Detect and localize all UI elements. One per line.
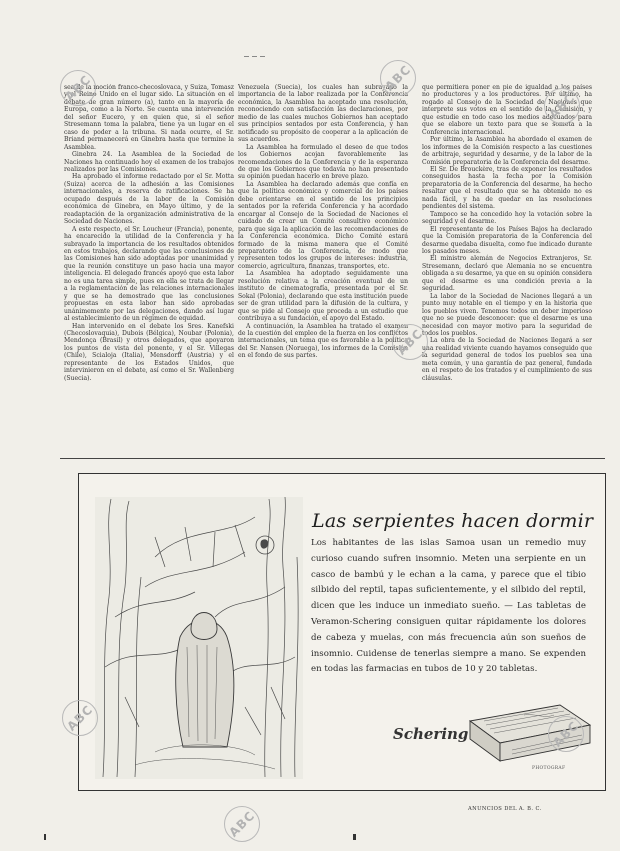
article-column-2 bbox=[238, 84, 408, 446]
article-column-1 bbox=[64, 84, 234, 456]
abc-watermark: ABC bbox=[55, 693, 106, 744]
abc-watermark: ABC bbox=[217, 799, 268, 850]
paragraph: Ginebra 24. La Asamblea de la Sociedad de Naciones ha continuado hoy el examen de los trabajos realizados por las Comisiones. bbox=[64, 151, 234, 173]
abc-watermark: ABC bbox=[385, 317, 436, 368]
abc-watermark: ABC bbox=[373, 53, 424, 104]
forest-serpent-illustration bbox=[95, 497, 303, 779]
paragraph: El ministro alemán de Negocios Extranjeros, Sr. Stresemann, declaró que Alemania no se encuentra obligada a su desarme, ya que en su opinión considera que el desarme es una condición previa a la seguridad. bbox=[422, 255, 592, 293]
section-divider bbox=[60, 458, 605, 459]
paragraph: A continuación, la Asamblea ha tratado el examen de la cuestión del empleo de la fuerza en los conflictos internacionales, un tema que es favorable a la política del Sr. Nansen (Noruega), los informes de la Comisión en el fondo de sus partes. bbox=[238, 322, 408, 360]
paragraph: Tampoco se ha concedido hoy la votación sobre la seguridad y el desarme. bbox=[422, 210, 592, 226]
article-column-3 bbox=[422, 84, 592, 456]
paragraph: La Asamblea ha formulado el deseo de que todos los Gobiernos acojan favorablemente las recomendaciones de la Conferencia y de la esperanza de que los Gobiernos que todavía no han presentado su opinión puedan hacerlo en breve plazo. bbox=[238, 143, 408, 181]
paragraph: El representante de los Países Bajos ha declarado que la Comisión preparatoria de la Conferencia del desarme quedaba disuelta, como fue indicado durante los pasados meses. bbox=[422, 225, 592, 255]
paragraph: sea de la moción franco-checoslovaca, y Suiza, Tomasz y el Reino Unido en el lugar sido. La situación en el debate de gran número (a), tanto en la mayoría de Europa, como a la Norte. Se cuenta una intervención del señor Eucero, y en quien que, si el señor Stresemann toma la palabra, tiene ya un lugar en el caso de poder a la tribuna. Si nada ocurre, el Sr. Briand permanecerá en Ginebra hasta que termine la Asamblea. bbox=[64, 84, 234, 151]
paragraph: La Asamblea ha adoptado seguidamente una resolución relativa a la creación eventual de un instituto de cinematografía, presentada por el Sr. Sokal (Polonia), declarando que esta institución puede ser de gran utilidad para la difusión de la cultura, y que se pide al Consejo que proceda a un estudio que contribuya a su fundación, el apoyo del Estado. bbox=[238, 270, 408, 323]
scan-mark bbox=[353, 834, 356, 840]
scan-mark bbox=[44, 834, 46, 840]
paragraph: Han intervenido en el debate los Sres. Kanefski (Checoslovaquia), Dubois (Bélgica), Noubar (Polonia), Mendonça (Brasil) y otros delegados, que apoyaron los puntos de vista del ponente, y el Sr. Villegas (Chile), Scialoja (Italia), Mensdorff (Austria) y el representante de los Estados Unidos, que intervinieron en el debate, así como el Sr. Wallenberg (Suecia). bbox=[64, 322, 234, 382]
paragraph: El Sr. De Brouckère, tras de exponer los resultados conseguidos hasta la fecha por la Comisión preparatoria de la Conferencia del desarme, ha hecho resaltar que el resultado que se ha obtenido no es nada fácil, y ha de quedar en las resoluciones pendientes del sistema. bbox=[422, 165, 592, 211]
paragraph: Por último, la Asamblea ha abordado el examen de los informes de la Comisión respecto a las cuestiones de arbitraje, seguridad y desarme, y de la labor de la Comisión preparatoria de la Conferencia del desarme. bbox=[422, 136, 592, 166]
paragraph: La labor de la Sociedad de Naciones llegará a un punto muy notable en el tiempo y en la historia que los pueblos viven. Tenemos todos un deber imperioso que no se puede desconocer: que el desarme es una necesidad con mayor motivo para la seguridad de todos los pueblos. bbox=[422, 292, 592, 337]
ad-agency-credit: ANUNCIOS DEL A. B. C. bbox=[468, 806, 542, 812]
advertisement bbox=[78, 473, 606, 791]
paragraph: La Asamblea ha declarado además que confía en que la política económica y comercial de los países debe orientarse en el sentido de los principios sentados por la referida Conferencia y ha acordado encargar al Consejo de la Sociedad de Naciones el cuidado de crear un Comité consultivo económico para que siga la aplicación de las recomendaciones de la Conferencia económica. Dicho Comité estará formado de la misma manera que el Comité preparatorio de la Conferencia, de modo que representen todos los grupos de intereses: industria, comercio, agricultura, finanzas, transportes, etc. bbox=[238, 180, 408, 270]
paragraph: A este respecto, el Sr. Loucheur (Francia), ponente, ha encarecido la utilidad de la Conferencia y ha subrayado la importancia de los resultados obtenidos en estos trabajos, declarando que las conclusiones de las Comisiones han sido adoptadas por unanimidad y que la reunión constituye un paso hacia una mayor inteligencia. El delegado francés apoyó que esta labor no es una tarea simple, pues en ella se trata de llegar a la reglamentación de las relaciones internacionales y que se ha demostrado que las conclusiones propuestas en esta labor han sido aprobadas unánimemente por las delegaciones, dando así lugar al establecimiento de un régimen de equidad. bbox=[64, 225, 234, 323]
paragraph: que permitiera poner en pie de igualdad a los países no productores y a los productores. Por último, ha rogado al Consejo de la Sociedad de Naciones que interprete sus votos en el sentido de la Comisión, y que estudie en todo caso los medios adecuados para que se elabore un texto para que se someta a la Conferencia internacional. bbox=[422, 84, 592, 136]
brand-signature: Schering bbox=[393, 725, 469, 743]
paragraph: La obra de la Sociedad de Naciones llegará a ser una realidad viviente cuando hayamos conseguido que la seguridad general de todos los pueblos sea una meta común, y una garantía de paz general, fundada en el respeto de los tratados y el cumplimiento de sus cláusulas. bbox=[422, 337, 592, 382]
abc-watermark: ABC bbox=[541, 709, 592, 760]
abc-watermark: ABC bbox=[53, 63, 104, 114]
ad-body-text: Los habitantes de las islas Samoa usan un remedio muy curioso cuando sufren insomnio. Meten una serpiente en un casco de bambú y le echan a la cama, y parece que el tibio silbido del reptil, tapas suficientemente, y el silbido del reptil, dicen que les induce un inmediato sueño. — Las tabletas de Veramon-Schering consiguen quitar rápidamente los dolores de cabeza y muelas, con más frecuencia aún son sueños de insomnio. Cuidense de tenerlas siempre a mano. Se expenden en todas las farmacias en tubos de 10 y 20 tabletas. bbox=[311, 538, 586, 675]
page-ornament bbox=[244, 46, 274, 52]
ad-headline: Las serpientes hacen dormir bbox=[312, 510, 594, 532]
paragraph: Venezuela (Suecia), los cuales han subrayado la importancia de la labor realizada por la Conferencia económica, la Asamblea ha aceptado una resolución, reconociendo con satisfacción las declaraciones, por medio de las cuales muchos Gobiernos han aceptado sus principios sentados por esta Conferencia, y han notificado su propósito de cooperar a la aplicación de sus acuerdos. bbox=[238, 84, 408, 144]
abc-watermark: ABC bbox=[537, 81, 588, 132]
paragraph: Ha aprobado el informe redactado por el Sr. Motta (Suiza) acerca de la adhesión a las Comisiones internacionales, a reserva de ratificaciones. Se ha ocupado después de la labor de la Comisión económica de Ginebra, en Mayo último, y de la readaptación de la organización administrativa de la Sociedad de Naciones. bbox=[64, 173, 234, 226]
photo-credit: PHOTOGRAF bbox=[532, 766, 566, 771]
